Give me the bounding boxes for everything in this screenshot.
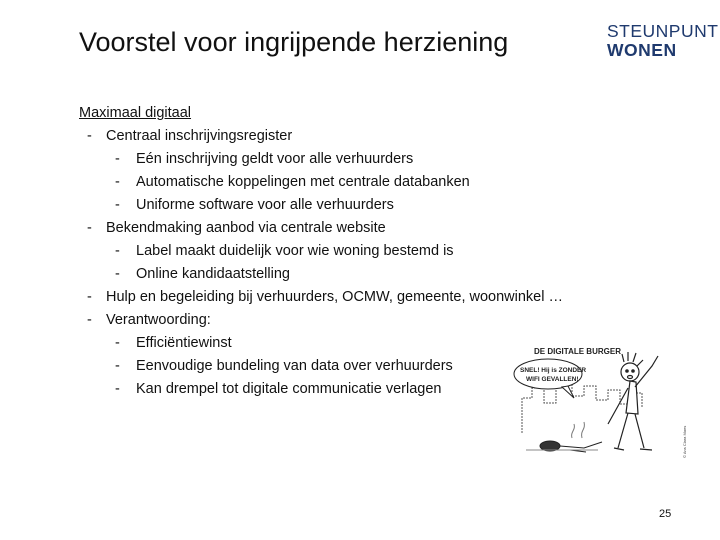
bullet-item <box>79 286 563 309</box>
svg-text:SNEL! Hij is ZONDER: SNEL! Hij is ZONDER <box>520 367 587 374</box>
svg-text:WIFI GEVALLEN!: WIFI GEVALLEN! <box>526 376 579 383</box>
bullet-item <box>79 309 211 332</box>
sub-bullet-text: Eén inschrijving geldt voor alle verhuurders <box>136 151 414 167</box>
bullet-item <box>79 125 293 148</box>
bullet-dash: - <box>115 266 120 282</box>
bullet-text: Centraal inschrijvingsregister <box>106 128 293 144</box>
speech-balloon <box>514 359 586 398</box>
section-heading: Maximaal digitaal <box>79 105 192 121</box>
person-figure <box>608 352 658 450</box>
sub-bullet-item <box>79 378 442 401</box>
sub-bullet-text: Eenvoudige bundeling van data over verhuurders <box>136 358 453 374</box>
bullet-dash: - <box>115 358 120 374</box>
digital-citizen-cartoon <box>512 338 690 466</box>
bullet-dash: - <box>115 151 120 167</box>
svg-text:© Ans Clara Maes: © Ans Clara Maes <box>682 425 687 458</box>
sub-bullet-text: Automatische koppelingen met centrale databanken <box>136 174 470 190</box>
bullet-dash: - <box>87 220 92 236</box>
sub-bullet-item <box>79 355 453 378</box>
bullet-text: Hulp en begeleiding bij verhuurders, OCMW, gemeente, woonwinkel … <box>106 289 563 305</box>
cartoon-caption: DE DIGITALE BURGER <box>534 347 621 356</box>
slide-title: Voorstel voor ingrijpende herziening <box>79 27 509 57</box>
sub-bullet-item <box>79 148 414 171</box>
sub-bullet-item <box>79 194 394 217</box>
bullet-dash: - <box>87 289 92 305</box>
bullet-dash: - <box>115 174 120 190</box>
logo-line-2: WONEN <box>607 40 677 60</box>
bullet-dash: - <box>115 335 120 351</box>
sub-bullet-text: Uniforme software voor alle verhuurders <box>136 197 394 213</box>
bullet-item <box>79 217 386 240</box>
sub-bullet-item <box>79 171 470 194</box>
steunpunt-wonen-logo <box>607 22 718 60</box>
bullet-text: Verantwoording: <box>106 312 211 328</box>
sub-bullet-text: Label maakt duidelijk voor wie woning bestemd is <box>136 243 454 259</box>
bullet-dash: - <box>87 312 92 328</box>
logo-line-1: STEUNPUNT <box>607 21 719 41</box>
bullet-dash: - <box>115 381 120 397</box>
sub-bullet-text: Kan drempel tot digitale communicatie verlagen <box>136 381 442 397</box>
bullet-dash: - <box>115 197 120 213</box>
sub-bullet-text: Online kandidaatstelling <box>136 266 290 282</box>
sub-bullet-text: Efficiëntiewinst <box>136 335 232 351</box>
sub-bullet-item <box>79 263 290 286</box>
bullet-dash: - <box>115 243 120 259</box>
page-number: 25 <box>659 508 672 520</box>
bullet-text: Bekendmaking aanbod via centrale website <box>106 220 386 236</box>
sub-bullet-item <box>79 332 232 355</box>
fallen-figure <box>526 422 602 452</box>
sub-bullet-item <box>79 240 454 263</box>
bullet-dash: - <box>87 128 92 144</box>
